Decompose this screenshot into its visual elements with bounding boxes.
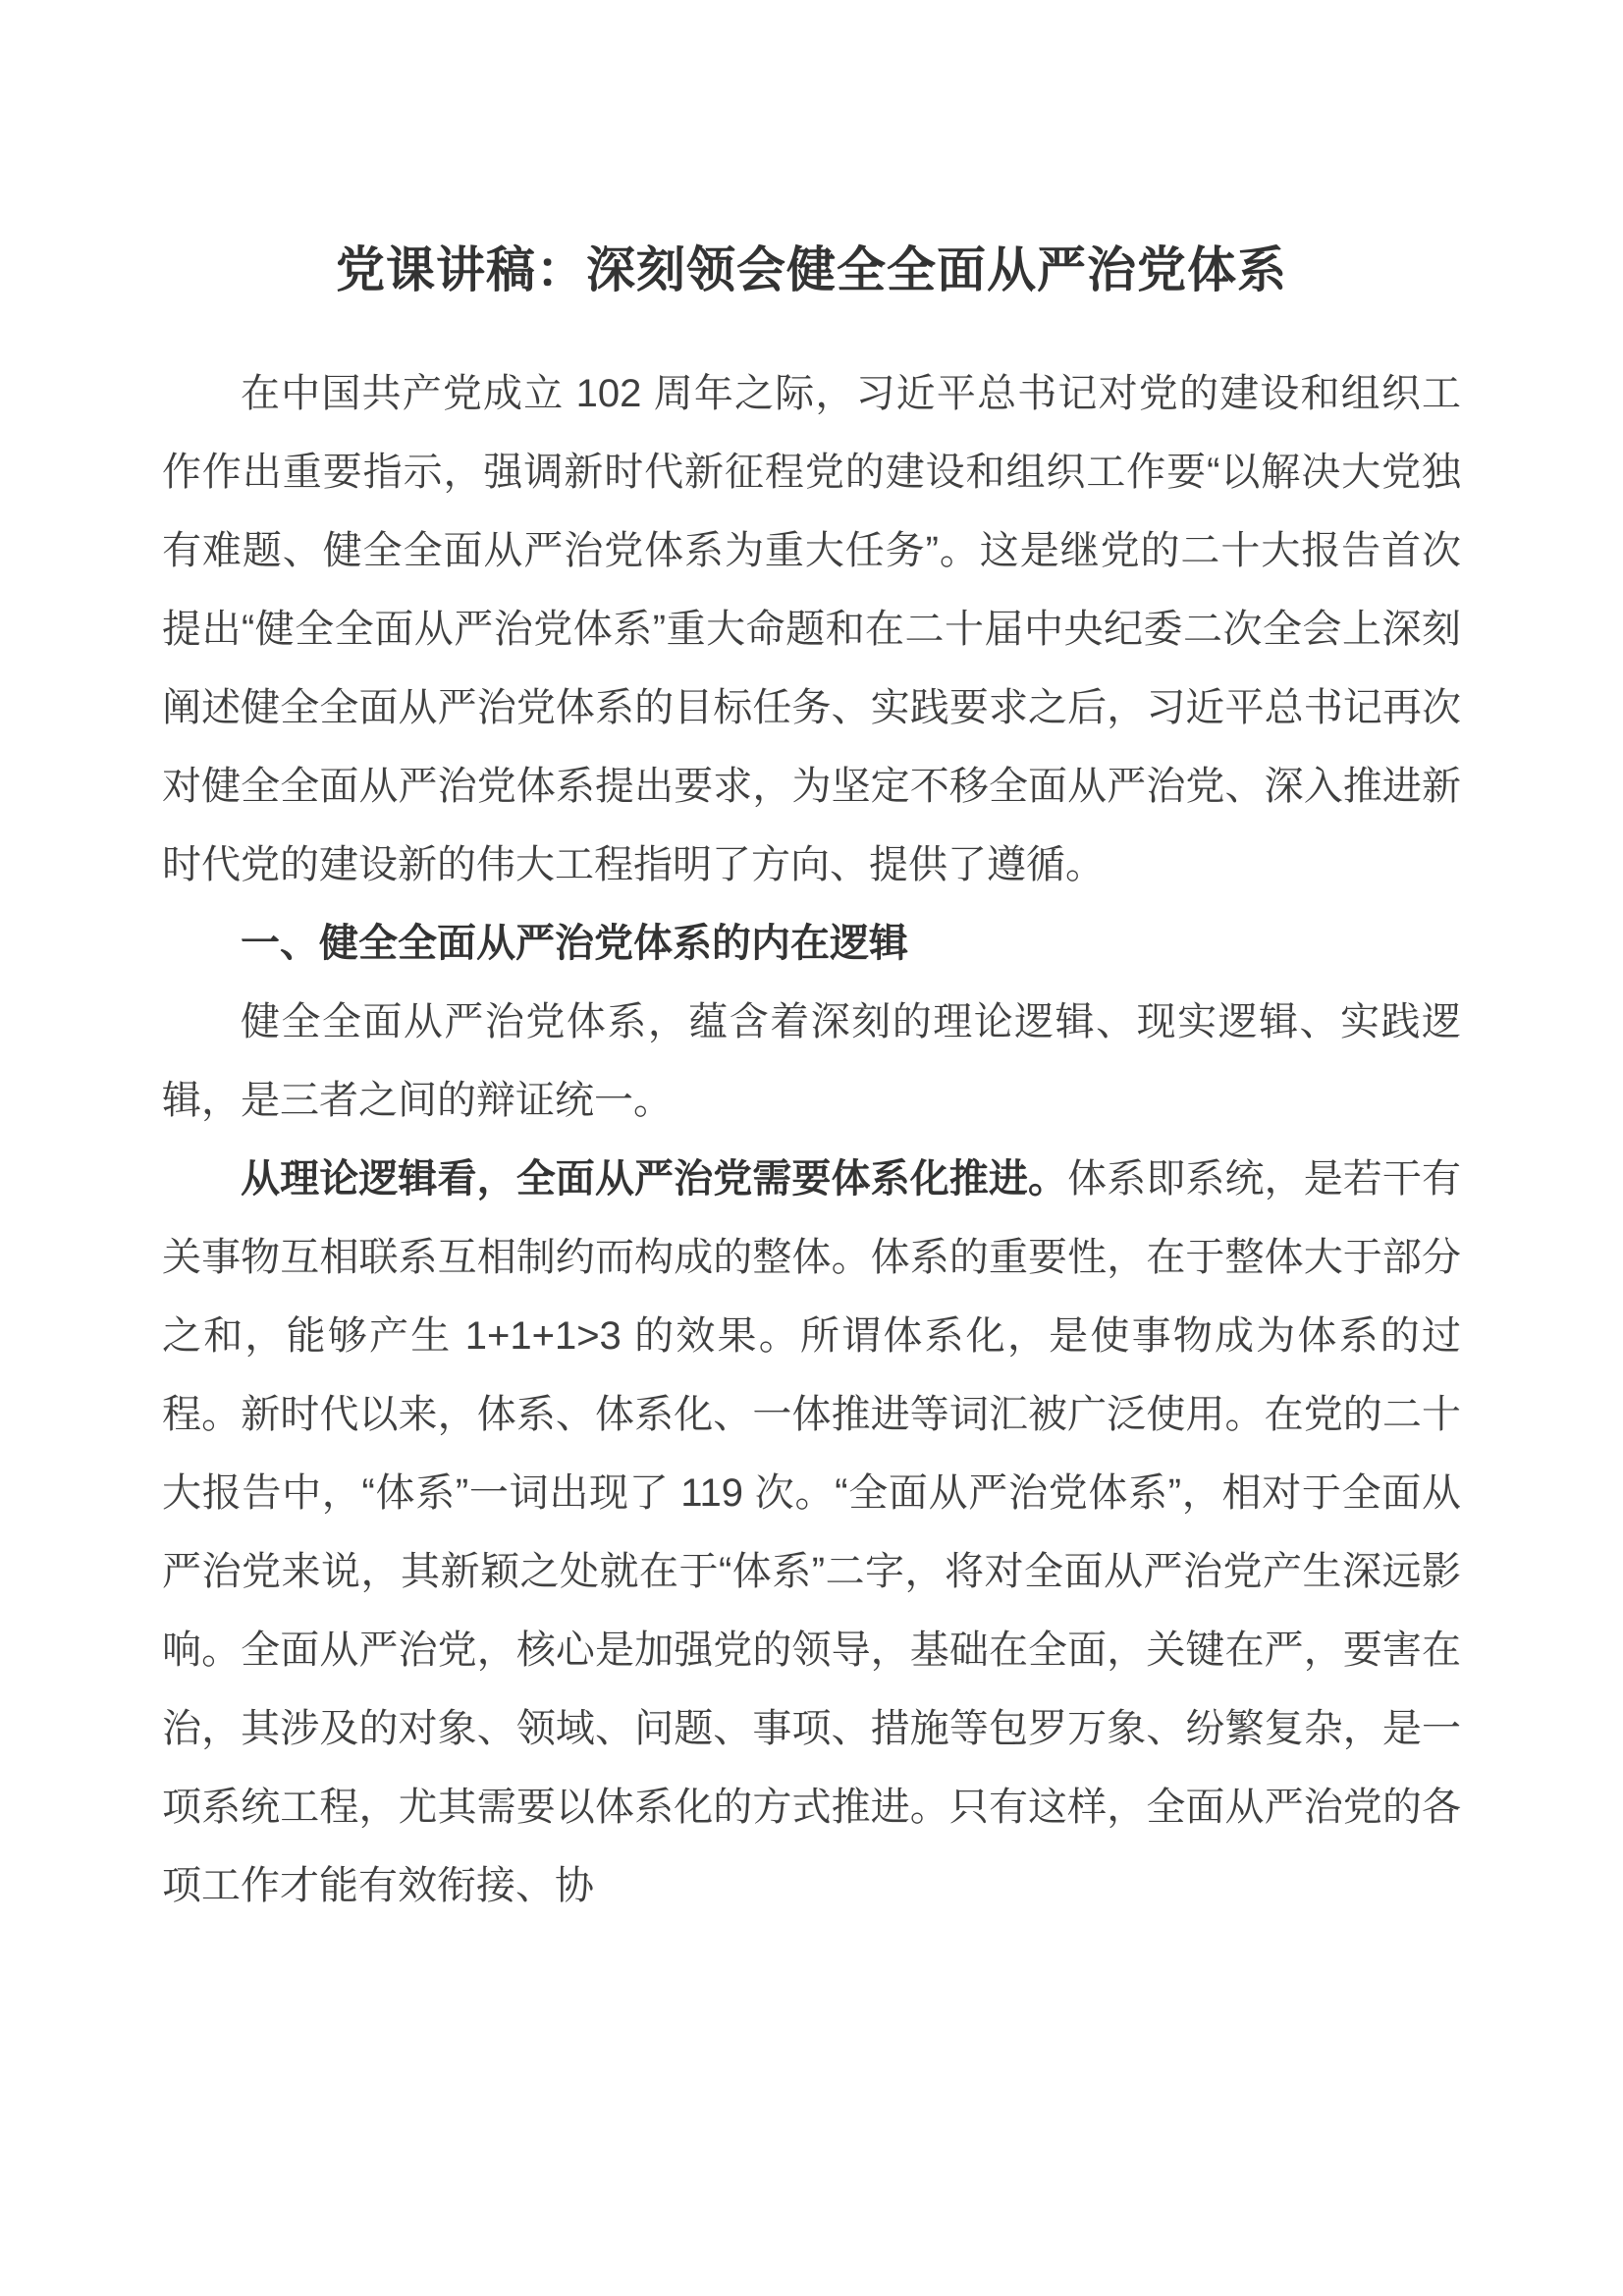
paragraph-theory-lead: 从理论逻辑看，全面从严治党需要体系化推进。	[241, 1157, 1068, 1201]
paragraph-intro: 在中国共产党成立 102 周年之际，习近平总书记对党的建设和组织工作作出重要指示，强调新时代新征程党的建设和组织工作要“以解决大党独有难题、健全全面从严治党体系为重大任务”。这是继党的二十大报告首次提出“健全全面从严治党体系”重大命题和在二十届中央纪委二次全会上深刻阐述健全全面从严治党体系的目标任务、实践要求之后，习近平总书记再次对健全全面从严治党体系提出要求，为坚定不移全面从严治党、深入推进新时代党的建设新的伟大工程指明了方向、提供了遵循。	[162, 372, 1461, 886]
document-title: 党课讲稿：深刻领会健全全面从严治党体系	[336, 242, 1287, 297]
paragraph-theory-body: 体系即系统，是若干有关事物互相联系互相制约而构成的整体。体系的重要性，在于整体大于部分之和，能够产生 1+1+1>3 的效果。所谓体系化，是使事物成为体系的过程。新时代以来，体系、体系化、一体推进等词汇被广泛使用。在党的二十大报告中，“体系”一词出现了 119 次。“全面从严治党体系”，相对于全面从严治党来说，其新颖之处就在于“体系”二字，将对全面从严治党产生深远影响。全面从严治党，核心是加强党的领导，基础在全面，关键在严，要害在治，其涉及的对象、领域、问题、事项、措施等包罗万象、纷繁复杂，是一项系统工程，尤其需要以体系化的方式推进。只有这样，全面从严治党的各项工作才能有效衔接、协	[162, 1157, 1462, 1907]
paragraph-logic-overview: 健全全面从严治党体系，蕴含着深刻的理论逻辑、现实逻辑、实践逻辑，是三者之间的辩证统一。	[162, 1000, 1461, 1122]
section-heading-1: 一、健全全面从严治党体系的内在逻辑	[241, 922, 908, 965]
paragraph-theory-logic	[162, 1140, 1461, 1925]
